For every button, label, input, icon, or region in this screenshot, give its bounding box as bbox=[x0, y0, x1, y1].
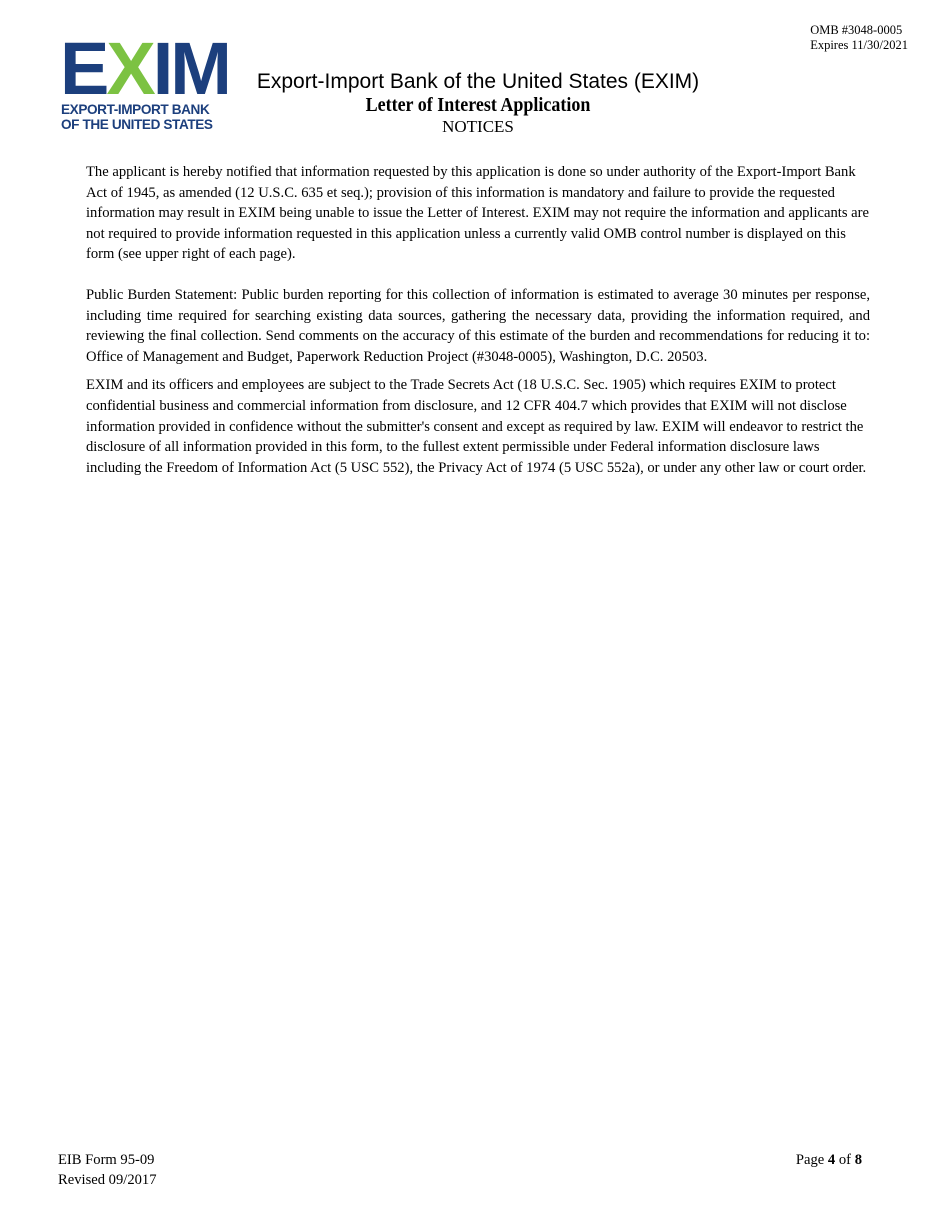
exim-logo bbox=[60, 27, 229, 134]
page-current: 4 bbox=[827, 1152, 836, 1168]
omb-number: OMB #3048-0005 bbox=[810, 23, 903, 37]
authority-notice-paragraph: The applicant is hereby notified that information requested by this application is done so under authority of the Export-Import Bank Act of 1945, as amended (12 U.S.C. 635 et seq.); provision of this information is mandatory and failure to provide the requested information may result in EXIM being unable to issue the Letter of Interest. EXIM may not require the information and applicants are not required to provide information requested in this application unless a currently valid OMB control number is displayed on this form (see upper right of each page). bbox=[86, 164, 869, 263]
trade-secrets-paragraph: EXIM and its officers and employees are subject to the Trade Secrets Act (18 U.S.C. Sec. 1905) which requires EXIM to protect confidential business and commercial information from disclosure, and 12 CFR 404.7 which provides that EXIM will not disclose information provided in confidence without the submitter's consent and except as required by law. EXIM will endeavor to restrict the disclosure of all information provided in this form, to the fullest extent permissible under Federal information disclosure laws including the Freedom of Information Act (5 USC 552), the Privacy Act of 1974 (5 USC 552a), or under any other law or court order. bbox=[86, 377, 867, 476]
document-header bbox=[230, 70, 726, 137]
page-of: of bbox=[838, 1152, 852, 1168]
page-label: Page bbox=[795, 1152, 825, 1168]
omb-control-info bbox=[810, 23, 908, 53]
form-number: EIB Form 95-09 bbox=[58, 1152, 155, 1168]
form-identifier bbox=[58, 1150, 157, 1190]
organization-name: Export-Import Bank of the United States (EXIM) bbox=[256, 70, 700, 93]
form-title: Letter of Interest Application bbox=[365, 94, 591, 116]
logo-subtitle bbox=[61, 102, 213, 132]
public-burden-paragraph: Public Burden Statement: Public burden reporting for this collection of information is estimated to average 30 minutes per response, including time required for searching existing data sources, gathering the necessary data, providing the information required, and reviewing the final collection. Send comments on the accuracy of this estimate of the burden and recommendations for reducing it to: Office of Management and Budget, Paperwork Reduction Project (#3048-0005), Washington, D.C. 20503. bbox=[86, 286, 870, 365]
revision-date: Revised 09/2017 bbox=[58, 1172, 157, 1188]
notices-body bbox=[86, 162, 870, 478]
page-number bbox=[796, 1150, 862, 1170]
logo-subtitle-line2: OF THE UNITED STATES bbox=[61, 117, 213, 132]
page-total: 8 bbox=[854, 1152, 862, 1168]
logo-subtitle-line1: EXPORT-IMPORT BANK bbox=[61, 102, 210, 117]
wordmark-im: IM bbox=[152, 27, 229, 110]
wordmark-e: E bbox=[60, 27, 107, 110]
wordmark-x: X bbox=[106, 27, 153, 110]
omb-expiration: Expires 11/30/2021 bbox=[810, 38, 908, 52]
section-title: NOTICES bbox=[442, 117, 514, 136]
